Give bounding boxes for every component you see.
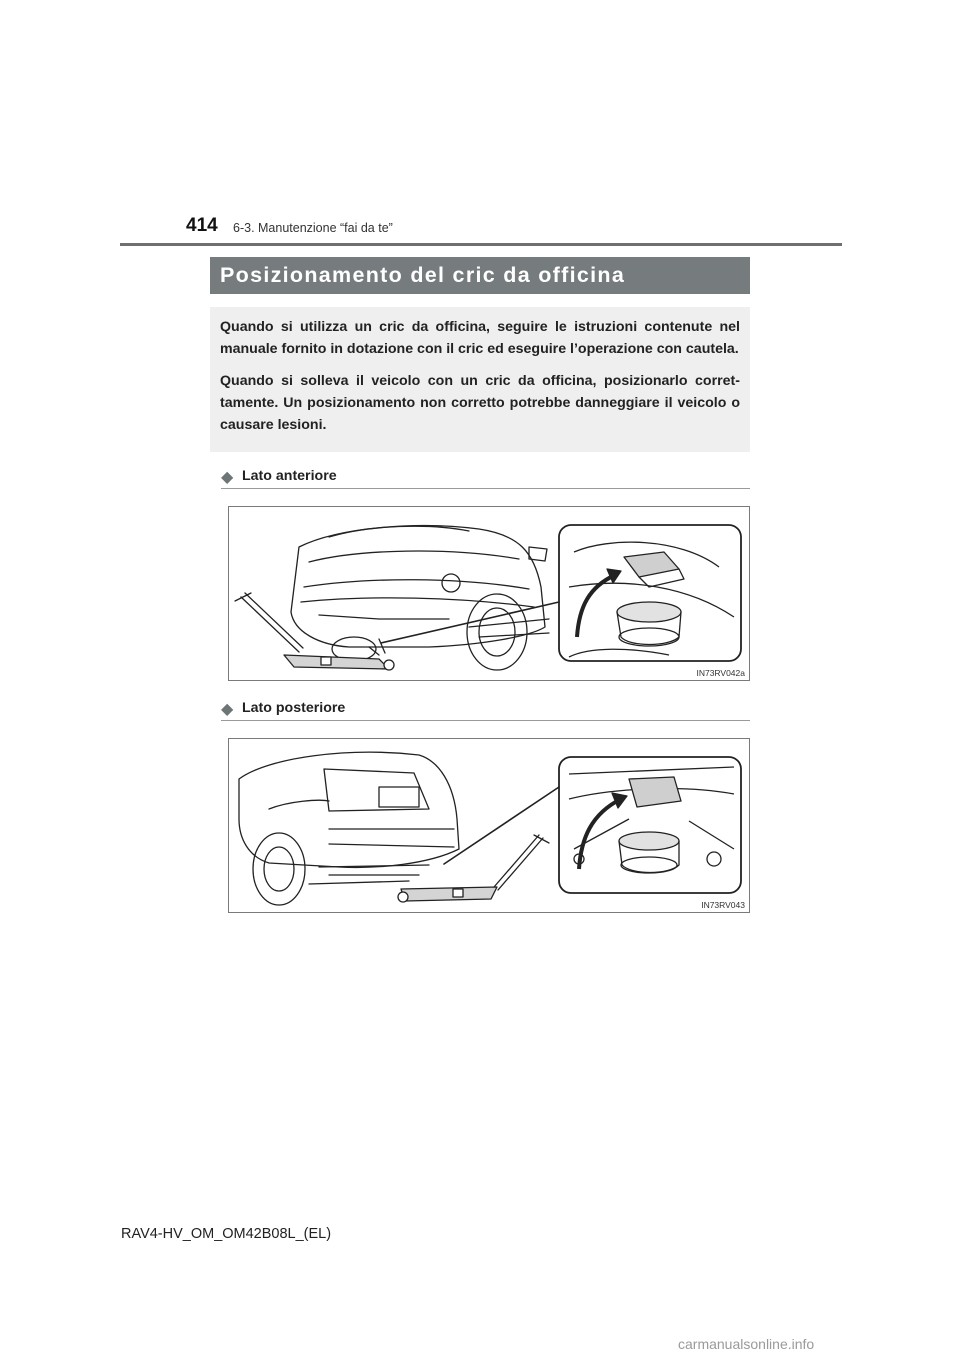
figure-rear-jack [228, 738, 750, 913]
intro-paragraph: Quando si utilizza un cric da officina, seguire le istruzioni contenute nel manuale fornito in dotazione con il cric ed eseguire l’operazione con cautela. [220, 319, 740, 357]
intro-box [210, 307, 750, 452]
sub-heading-label: Lato posteriore [242, 700, 346, 716]
sub-heading-front [221, 467, 750, 489]
intro-paragraph: Quando si solleva il veicolo con un cric da officina, posizionarlo correttamente. Un posizionamento non corretto potrebbe danneggiare il veicolo o causare lesioni. [220, 373, 740, 433]
figure-code: IN73RV042a [696, 668, 745, 678]
page-number: 414 [186, 215, 218, 236]
figure-code: IN73RV043 [701, 900, 745, 910]
page-title: Posizionamento del cric da officina [220, 263, 626, 287]
diamond-icon: ◆ [221, 469, 234, 486]
title-bar [210, 257, 750, 294]
section-label: 6-3. Manutenzione “fai da te” [233, 221, 393, 235]
rear-jack-illustration [229, 739, 749, 912]
header-rule [120, 243, 842, 246]
figure-front-jack [228, 506, 750, 681]
footer-doc-code: RAV4-HV_OM_OM42B08L_(EL) [121, 1226, 332, 1242]
diamond-icon: ◆ [221, 701, 234, 718]
front-jack-illustration [229, 507, 749, 680]
watermark: carmanualsonline.info [678, 1336, 815, 1352]
sub-heading-rear [221, 699, 750, 721]
sub-heading-label: Lato anteriore [242, 468, 337, 484]
